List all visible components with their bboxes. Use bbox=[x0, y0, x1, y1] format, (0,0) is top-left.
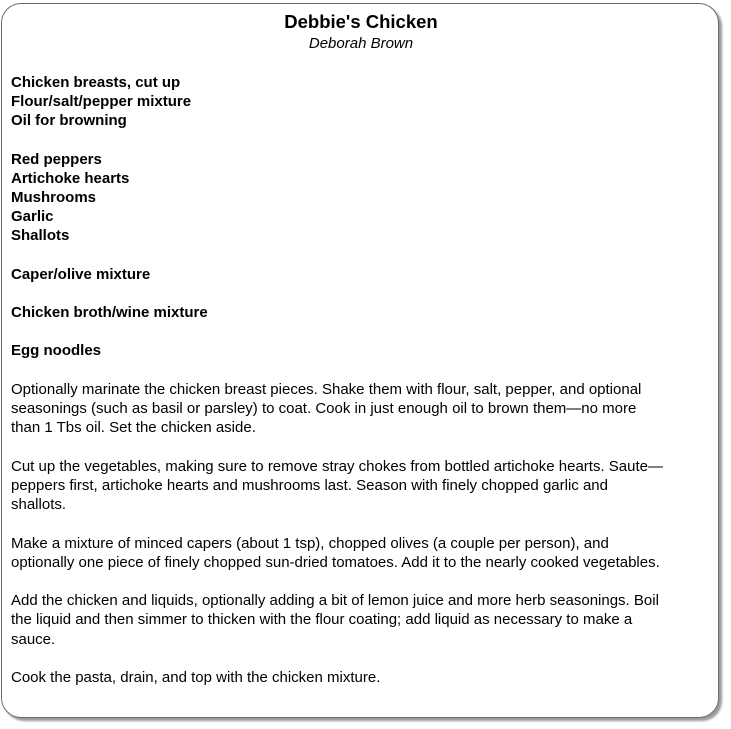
instruction-list bbox=[11, 380, 726, 706]
instruction-step: Make a mixture of minced capers (about 1 tsp), chopped olives (a couple per person), and optionally one piece of finely chopped sun-dried tomatoes. Add it to the nearly cooked vegetables. bbox=[11, 534, 660, 571]
ingredient-item: Chicken broth/wine mixture bbox=[11, 303, 208, 321]
recipe-author: Deborah Brown bbox=[308, 35, 414, 52]
ingredient-item: Mushrooms bbox=[11, 189, 97, 207]
ingredient-group-caper-olive bbox=[11, 265, 701, 284]
ingredient-item: Chicken breasts, cut up bbox=[11, 74, 181, 91]
instruction-step: Cut up the vegetables, making sure to remove stray chokes from bottled artichoke hearts. Saute— peppers first, artichoke hearts and mushrooms last. Season with finely chopped garlic and shallots. bbox=[11, 457, 663, 514]
ingredient-group-noodles bbox=[11, 341, 701, 360]
ingredient-item: Garlic bbox=[11, 208, 54, 226]
ingredient-group-broth bbox=[11, 303, 701, 322]
ingredient-item: Flour/salt/pepper mixture bbox=[11, 93, 192, 111]
ingredient-list bbox=[11, 73, 701, 379]
instruction-step: Cook the pasta, drain, and top with the chicken mixture. bbox=[11, 668, 381, 686]
ingredient-item: Shallots bbox=[11, 227, 70, 245]
instruction-step: Optionally marinate the chicken breast pieces. Shake them with flour, salt, pepper, and optional seasonings (such as basil or parsley) to coat. Cook in just enough oil to brown them—no more than 1 Tbs oil. Set the chicken aside. bbox=[11, 381, 642, 437]
ingredient-item: Egg noodles bbox=[11, 342, 101, 360]
ingredient-item: Caper/olive mixture bbox=[11, 265, 151, 283]
ingredient-item: Red peppers bbox=[11, 150, 102, 168]
ingredient-item: Oil for browning bbox=[11, 112, 127, 130]
instruction-step: Add the chicken and liquids, optionally adding a bit of lemon juice and more herb seasonings. Boil the liquid and then simmer to thicken with the flour coating; add liquid as necessary to make a sauce. bbox=[11, 592, 659, 648]
ingredient-group-vegetables bbox=[11, 150, 701, 246]
recipe-title: Debbie's Chicken bbox=[284, 11, 438, 32]
ingredient-group-chicken bbox=[11, 73, 701, 131]
ingredient-item: Artichoke hearts bbox=[11, 169, 130, 187]
